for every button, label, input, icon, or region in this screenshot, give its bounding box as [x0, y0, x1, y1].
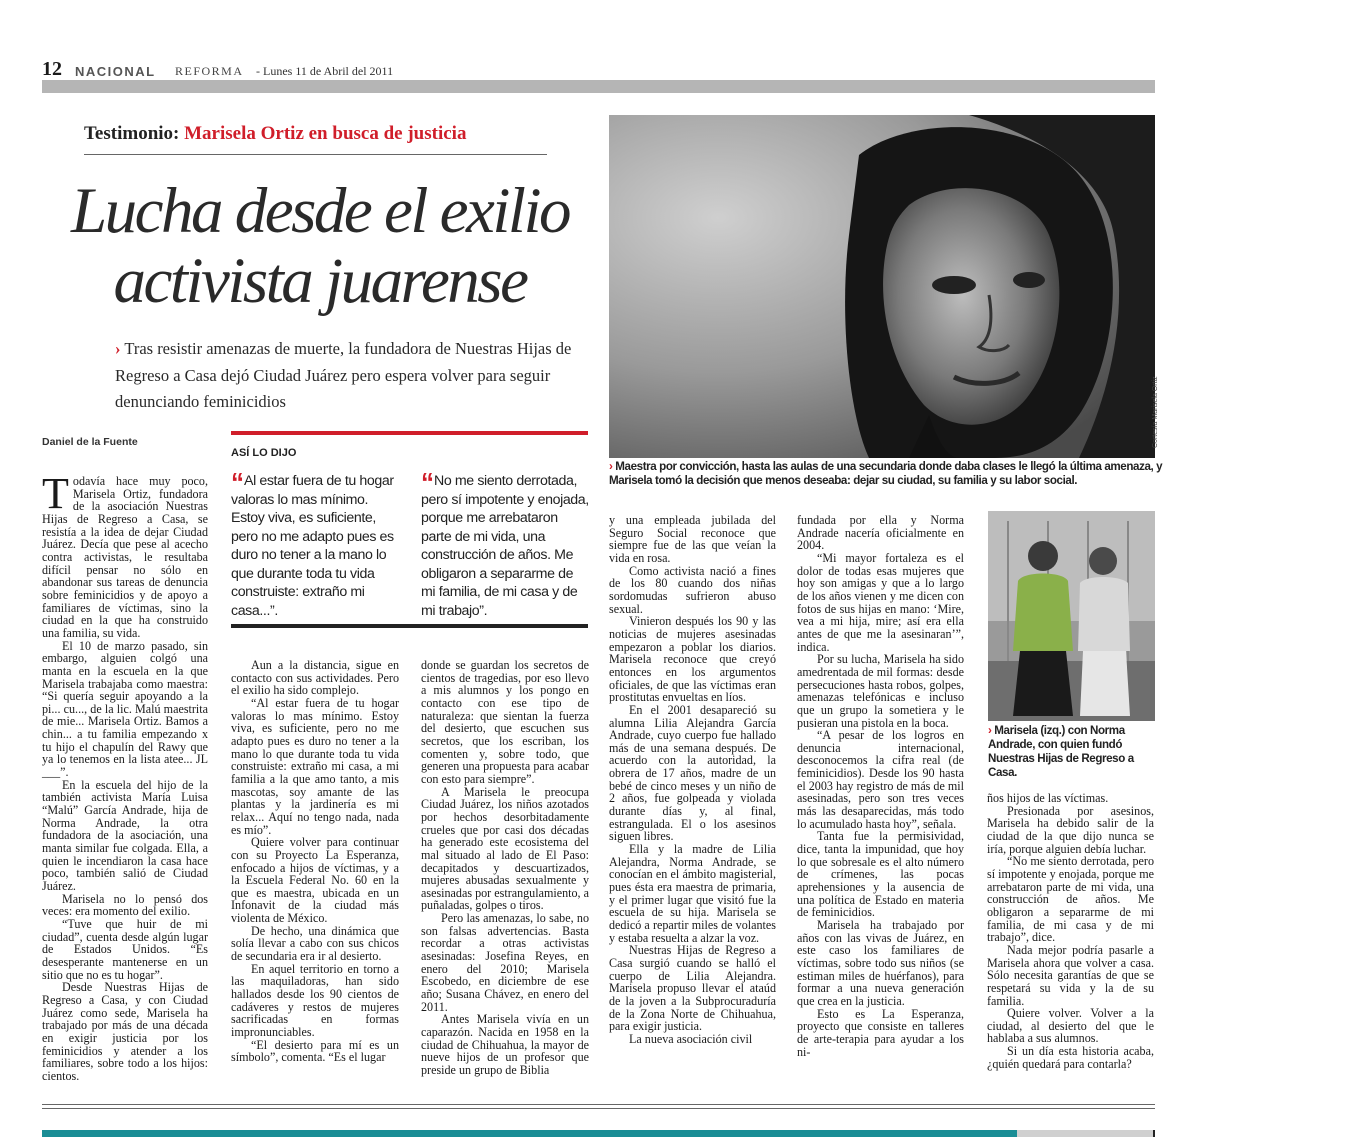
quote-box-bottom-rule — [231, 624, 588, 628]
kicker-text: Marisela Ortiz en busca de justicia — [184, 123, 467, 144]
main-caption-text: Maestra por convicción, hasta las aulas de una secundaria donde daba clases le llegó la última amenaza, y Marisela tomó la decisión que menos deseaba: dejar su ciudad, su familia y su labor social. — [609, 460, 1163, 487]
section-name: NACIONAL — [75, 64, 156, 79]
pull-quote-2-text: No me siento derrotada, pero sí impotente y enojada, porque me arrebataron parte de mi vida, una construcción de años. Me obligaron a separarme de mi familia, de mi casa y de mi trabajo”. — [421, 473, 589, 619]
kicker-label: Testimonio: — [84, 123, 180, 144]
body-paragraph: En el 2001 desapareció su alumna Lilia Alejandra García Andrade, cuyo cuerpo fue hallado más de una semana después. De acuerdo con la autoridad, la obrera de 17 años, madre de un bebé de cinco meses y un niño de 2 años, fue golpeada y violada durante días y, al final, estrangulada. El o los asesinos siguen libres. — [609, 702, 776, 844]
body-column-6 — [987, 792, 1154, 1070]
body-paragraph: Esto es La Esperanza, proyecto que consiste en talleres de arte-terapia para ayudar a los ni- — [797, 1006, 964, 1059]
body-paragraph: “Al estar fuera de tu hogar valoras lo mas mínimo. Estoy viva, es suficiente, pero no me adapto pues es duro no tener a la mano lo que durante toda tu vida construiste: extraño mi casa, a mi familia a la que amo tanto, a mis mascotas, soy amante de las plantas y la jardinería es mi relax... Aquí no tengo nada, nada es mío”. — [231, 695, 399, 837]
chevron-right-icon: › — [988, 724, 992, 737]
body-paragraph: Quiere volver para continuar con su Proyecto La Esperanza, enfocado a hijos de víctimas, y a la Escuela Federal No. 60 en la que es maestra, ubicada en un Infonavit de la ciudad más violenta de México. — [231, 835, 399, 926]
main-photo-caption — [609, 460, 1169, 488]
quote-mark-icon: “ — [231, 467, 241, 497]
body-paragraph: La nueva asociación civil — [629, 1031, 753, 1046]
body-paragraph: A Marisela le preocupa Ciudad Juárez, los niños azotados por hechos desorbitadamente crueles que por casi dos décadas ha generado este ecosistema del mal situado al lado de El Paso: decapitados y descuartizados, mujeres abusadas sexualmente y asesinadas por estrangulamiento, a puñaladas, golpes o tiros. — [421, 784, 589, 913]
chevron-right-icon: › — [609, 460, 613, 473]
headline-line-2: activista juarense — [113, 245, 527, 317]
body-paragraph: “El desierto para mí es un símbolo”, comenta. “Es el lugar — [231, 1037, 399, 1065]
body-paragraph: Quiere volver. Volver a la ciudad, al desierto del que le hablaba a sus alumnos. — [987, 1006, 1154, 1046]
body-paragraph: Antes Marisela vivía en un caparazón. Nacida en 1958 en la ciudad de Chihuahua, la mayor de nueve hijos de un profesor que preside un grupo de Biblia — [421, 1012, 589, 1077]
header-bar — [42, 80, 1155, 93]
quote-mark-icon: “ — [421, 467, 431, 497]
body-paragraph: De hecho, una dinámica que solía llevar a cabo con sus chicos de secundaria era ir al desierto. — [231, 923, 399, 964]
drop-cap: T — [42, 469, 69, 518]
quote-box-top-rule — [231, 431, 588, 435]
body-column-3 — [421, 659, 589, 1077]
body-column-1 — [42, 469, 208, 1083]
deck — [115, 336, 595, 416]
body-paragraph: Si un día esta historia acaba, ¿quién quedará para contarla? — [987, 1044, 1154, 1071]
chevron-right-icon: › — [115, 339, 121, 358]
pull-quote-1-text: Al estar fuera de tu hogar valoras lo mas mínimo. Estoy viva, es suficiente, pero no me adapto pues es duro no tener a la mano lo que durante toda tu vida construiste: extraño mi casa...”. — [231, 473, 394, 619]
body-paragraph: El 10 de marzo pasado, sin embargo, alguien colgó una manta en la escuela en la que Marisela trabajaba como maestra: “Si quería seguir apoyando a la pi... cu..., de la lic. Malú maestrita de mie... Marisela Ortiz. Bamos a chin... a tu familia empezando x tu hijo el chapulín del Rawy que ya lo tenemos en la lista atee... JL ___”. — [42, 638, 208, 780]
body-paragraph: “No me siento derrotada, pero sí impotente y enojada, porque me arrebataron parte de mi vida, una construcción de años. Me obligaron a separarme de mi familia, de mi casa y de mi trabajo”, dice. — [987, 854, 1154, 945]
body-column-4 — [609, 514, 776, 1046]
body-paragraph: Todavía hace muy poco, Marisela Ortiz, fundadora de la asociación Nuestras Hijas de Regreso a Casa, se resistía a la idea de dejar Ciudad Juárez. Decía que pese al acecho contra activistas, le resultaba difícil pensar no sólo en abandonar sus tareas de denuncia sobre feminicidios y de apoyo a familiares de víctimas, sino la ciudad en la que ha construido una familia, su vida. — [42, 469, 208, 640]
photo-credit: Cortesía Marisela Ortiz — [1152, 376, 1159, 448]
body-paragraph: “Mi mayor fortaleza es el dolor de todas esas mujeres que hoy son amigas y que a lo largo de los años vienen y me dicen con fotos de sus hijas en mano: ‘Mire, vea a mi hija, mire; así era ella antes de que me la asesinaran’”, indica. — [797, 550, 964, 654]
headline-line-1: Lucha desde el exilio — [70, 175, 570, 247]
secondary-photo — [988, 511, 1155, 721]
body-paragraph: Marisela ha trabajado por años con las vivas de Juárez, en este caso los familiares de víctimas, sobre todo sus niños (se estiman miles de huérfanos), para formar a una nueva generación que crea en la justicia. — [797, 918, 964, 1008]
footer-gray-bar — [1017, 1130, 1155, 1137]
main-photo — [609, 115, 1155, 458]
kicker — [84, 123, 466, 145]
body-column-5 — [797, 514, 964, 1058]
kicker-rule — [84, 154, 547, 155]
byline: Daniel de la Fuente — [42, 436, 138, 448]
footer-tick — [1153, 1130, 1155, 1137]
footer-color-bar — [42, 1130, 1017, 1137]
body-paragraph: Nada mejor podría pasarle a Marisela ahora que volver a casa. Sólo necesita garantías de que se respetará su vida y la de su familia. — [987, 942, 1154, 1008]
body-paragraph: Aun a la distancia, sigue en contacto con sus actividades. Pero el exilio ha sido complejo. — [231, 658, 399, 698]
body-paragraph: Tanta fue la permisividad, dice, tanta la impunidad, que hoy lo que sobresale es el alto número de crímenes, las pocas aprehensiones y la ausencia de una política de Estado en materia de feminicidios. — [797, 829, 964, 920]
pull-quote-2 — [421, 467, 589, 620]
body-paragraph: ños hijos de las víctimas. — [987, 791, 1109, 805]
body-paragraph: Presionada por asesinos, Marisela ha debido salir de la ciudad de la que dijo nunca se iría, porque alguien debía luchar. — [987, 803, 1154, 856]
headline — [40, 176, 600, 316]
footer-rule — [42, 1108, 1155, 1109]
quote-box-label: ASÍ LO DIJO — [231, 447, 297, 459]
body-paragraph: fundada por ella y Norma Andrade nacería oficialmente en 2004. — [797, 513, 964, 553]
body-paragraph: Por su lucha, Marisela ha sido amedrentada de mil formas: desde persecuciones hasta robos, golpes, amenazas telefónicas e incluso que un grupo la sometiera y le pusieran una pistola en la boca. — [797, 652, 964, 730]
body-paragraph: En la escuela del hijo de la también activista María Luisa “Malú” García Andrade, hija de Norma Andrade, la otra fundadora de la asociación, una manta similar fue colgada. Ella, a quien le incendiaron la casa hace poco, también salió de Ciudad Juárez. — [42, 777, 208, 893]
body-paragraph: Pero las amenazas, lo sabe, no son falsas advertencias. Basta recordar a otras activistas asesinadas: Josefina Reyes, en enero del 2010; Marisela Escobedo, en diciembre de ese año; Susana Chávez, en enero del 2011. — [421, 911, 589, 1014]
pull-quote-1 — [231, 467, 401, 620]
body-paragraph: “Tuve que huir de mi ciudad”, cuenta desde algún lugar de Estados Unidos. “Es desesperante mantenerse en un sitio que no es tu hogar”. — [42, 916, 208, 982]
body-paragraph: Marisela no lo pensó dos veces: era momento del exilio. — [42, 891, 208, 919]
body-paragraph: Vinieron después los 90 y las noticias de mujeres asesinadas empezaron a poblar los diarios. Marisela reconoce que creyó entonces en los argumentos oficiales, de que las víctimas eran prostitutas envueltas en líos. — [609, 614, 776, 705]
body-paragraph: Desde Nuestras Hijas de Regreso a Casa, y con Ciudad Juárez como sede, Marisela ha trabajado por más de una década en exigir justicia por los feminicidios y atender a los familiares, sobre todo a los hijos: cientos. — [42, 980, 208, 1083]
small-caption-text: Marisela (izq.) con Norma Andrade, con quien fundó Nuestras Hijas de Regreso a Casa. — [988, 724, 1134, 779]
body-paragraph: “A pesar de los logros en denuncia internacional, desconocemos la cifra real (de feminicidios). Desde los 90 hasta el 2003 hay registro de más de mil asesinadas, pero son tres veces más las desaparecidas, más todo lo acumulado hasta hoy”, señala. — [797, 728, 964, 831]
issue-date: - Lunes 11 de Abril del 2011 — [256, 64, 394, 78]
body-paragraph: Ella y la madre de Lilia Alejandra, Norma Andrade, se conocían en el ámbito magisterial, pues ésta era maestra de primaria, y el primer lugar que visitó fue la escuela de su hija. Marisela se dedicó a repartir miles de volantes y estaba resuelta a alzar la voz. — [609, 842, 776, 945]
body-paragraph: donde se guardan los secretos de cientos de tragedias, por eso llevo a mis alumnos y los pongo en contacto con ese tipo de naturaleza: que sientan la fuerza del desierto, que escuchen sus secretos, que los escriban, los comenten y, sobre todo, que generen una propuesta para acabar con esto para siempre”. — [421, 658, 589, 786]
body-paragraph: En aquel territorio en torno a las maquiladoras, han sido hallados desde los 90 cientos de cadáveres y restos de mujeres sacrificadas en formas impronunciables. — [231, 961, 399, 1040]
body-paragraph: Nuestras Hijas de Regreso a Casa surgió cuando se halló el cuerpo de Lilia Alejandra. Marisela propuso llevar el ataúd de la joven a la Subprocuraduría de la Zona Norte de Chihuahua, para exigir justicia. — [609, 943, 776, 1034]
page-number: 12 — [42, 58, 62, 80]
newspaper-name: REFORMA — [175, 64, 244, 78]
body-paragraph: Como activista nació a fines de los 80 cuando dos niñas sordomudas sufrieron abuso sexual. — [609, 563, 776, 616]
body-paragraph: y una empleada jubilada del Seguro Social reconoce que siempre fue de las que veían la vida en rosa. — [609, 513, 776, 565]
deck-text: Tras resistir amenazas de muerte, la fundadora de Nuestras Hijas de Regreso a Casa dejó Ciudad Juárez pero espera volver para seguir denunciando feminicidios — [115, 339, 572, 411]
footer-rule — [42, 1104, 1155, 1105]
secondary-photo-caption — [988, 724, 1163, 780]
body-column-2 — [231, 659, 399, 1064]
